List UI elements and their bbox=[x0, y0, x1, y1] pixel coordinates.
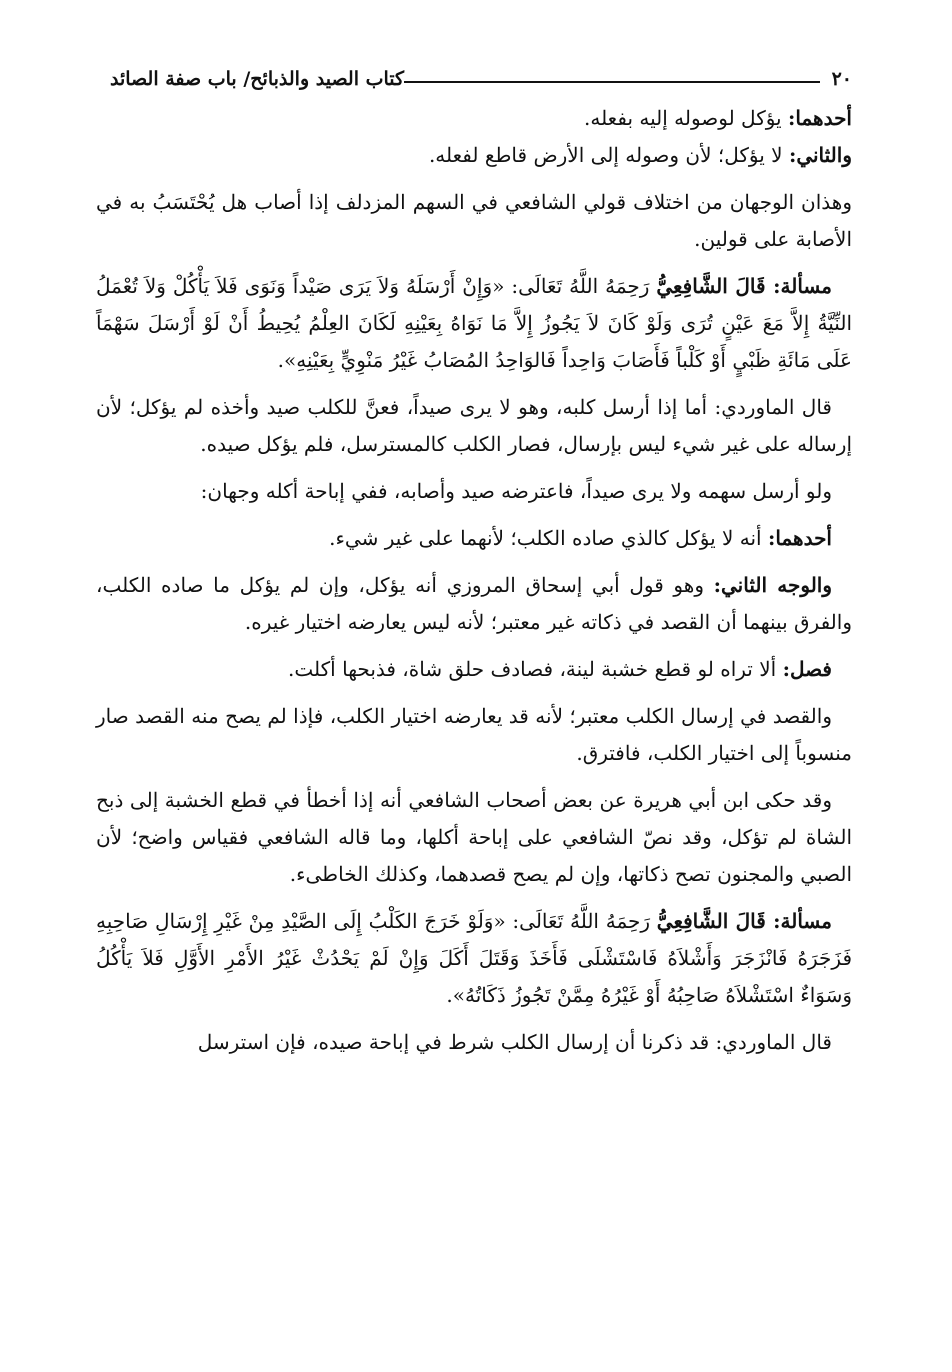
paragraph bbox=[96, 567, 852, 641]
paragraph bbox=[96, 184, 852, 258]
quoted-text: رَحِمَهُ اللَّهُ تَعَالَى: «وَإِنْ أَرْسَلَهُ وَلاَ يَرَى صَيْداً وَنَوَى فَلاَ يَأْكُلْ وَلاَ تُعْمَلُ النِّيَّةُ إِلاَّ مَعَ عَيْنٍ تُرَى وَلَوْ كَانَ لاَ يَجُوزُ إِلاَّ مَا نَوَاهُ بِعَيْنِهِ لَكَانَ العِلْمُ يُحِيطُ أَنْ لَوْ أَرْسَلَ سَهْمَاً عَلَى مَائَةِ ظَبْيٍ أَوْ كَلْباً فَأَصَابَ وَاحِداً فَالوَاحِدُ المُصَابُ غَيْرُ مَنْوِيٍّ بِعَيْنِهِ». bbox=[96, 274, 852, 372]
paragraph-label: والوجه الثاني: bbox=[713, 573, 833, 597]
masala-paragraph bbox=[96, 903, 852, 1014]
paragraph-label: مسألة: قَالَ الشَّافِعِيُّ bbox=[656, 274, 832, 298]
paragraph-label: والثاني: bbox=[788, 143, 852, 167]
paragraph-text: ألا تراه لو قطع خشبة لينة، فصادف حلق شاة، فذبحها أكلت. bbox=[288, 657, 783, 681]
paragraph-label: أحدهما: bbox=[787, 106, 852, 130]
paragraph-text: وقد حكى ابن أبي هريرة عن بعض أصحاب الشافعي أنه إذا أخطأ في قطع الخشبة إلى ذبح الشاة لم تؤكل، وقد نصّ الشافعي على إباحة أكلها، وما قاله الشافعي فقياس واضح؛ لأن الصبي والمجنون تصح ذكاتها، وإن لم يصح قصدهما، وكذلك الخاطىء. bbox=[96, 788, 852, 886]
paragraph bbox=[96, 100, 852, 137]
paragraph-text: وهو قول أبي إسحاق المروزي أنه يؤكل، وإن لم يؤكل ما صاده الكلب، والفرق بينهما أن القصد في ذكاته غير معتبر؛ لأنه ليس يعارضه اختيار غيره. bbox=[96, 573, 852, 634]
header-rule bbox=[404, 81, 820, 83]
quoted-text: رَحِمَهُ اللَّهُ تَعَالَى: «وَلَوْ خَرَجَ الكَلْبُ إِلَى الصَّيْدِ مِنْ غَيْرِ إِرْسَالِ صَاحِبِهِ فَزَجَرَهُ فَانْزَجَرَ وَأَشْلاَهُ فَاسْتَشْلَى فَأَخَذَ وَقَتَلَ أَكَلَ وَإِنْ لَمْ يَحْدُثْ غَيْرُ الأَمْرِ الأَوَّلِ فَلاَ يَأْكُلُ وَسَوَاءٌ اسْتَشْلاَهُ صَاحِبُهُ أَوْ غَيْرُهُ مِمَّنْ تَجُوزُ ذَكَاتُهُ». bbox=[96, 909, 852, 1007]
running-header bbox=[96, 62, 852, 90]
paragraph-text: والقصد في إرسال الكلب معتبر؛ لأنه قد يعارضه اختيار الكلب، فإذا لم يصح منه القصد صار منسوباً إلى اختيار الكلب، فافترق. bbox=[96, 704, 852, 765]
paragraph bbox=[96, 389, 852, 463]
page-body bbox=[96, 100, 852, 1061]
paragraph-text: لا يؤكل؛ لأن وصوله إلى الأرض قاطع لفعله. bbox=[428, 143, 789, 167]
page-number: ٢٠ bbox=[831, 68, 852, 90]
paragraph-text: قال الماوردي: قد ذكرنا أن إرسال الكلب شرط في إباحة صيده، فإن استرسل bbox=[197, 1030, 832, 1054]
paragraph-text: قال الماوردي: أما إذا أرسل كلبه، وهو لا يرى صيداً، فعنَّ للكلب صيد وأخذه لم يؤكل؛ لأن إرساله على غير شيء ليس بإرسال، فصار الكلب كالمسترسل، فلم يؤكل صيده. bbox=[96, 395, 852, 456]
paragraph-label: أحدهما: bbox=[767, 526, 832, 550]
paragraph-label: فصل: bbox=[782, 657, 832, 681]
masala-paragraph bbox=[96, 268, 852, 379]
paragraph bbox=[96, 1024, 852, 1061]
paragraph bbox=[96, 782, 852, 893]
fasl-paragraph bbox=[96, 651, 852, 688]
paragraph-text: وهذان الوجهان من اختلاف قولي الشافعي في السهم المزدلف إذا أصاب هل يُحْتَسَبُ به في الأصابة على قولين. bbox=[96, 190, 852, 251]
paragraph-text: أنه لا يؤكل كالذي صاده الكلب؛ لأنهما على غير شيء. bbox=[329, 526, 768, 550]
paragraph-text: يؤكل لوصوله إليه بفعله. bbox=[583, 106, 788, 130]
paragraph-text: ولو أرسل سهمه ولا يرى صيداً، فاعترضه صيد وأصابه، ففي إباحة أكله وجهان: bbox=[200, 479, 832, 503]
paragraph bbox=[96, 473, 852, 510]
paragraph-label: مسألة: قَالَ الشَّافِعِيُّ bbox=[656, 909, 832, 933]
paragraph bbox=[96, 520, 852, 557]
chapter-title: كتاب الصيد والذبائح/ باب صفة الصائد bbox=[110, 68, 405, 90]
paragraph bbox=[96, 698, 852, 772]
paragraph bbox=[96, 137, 852, 174]
